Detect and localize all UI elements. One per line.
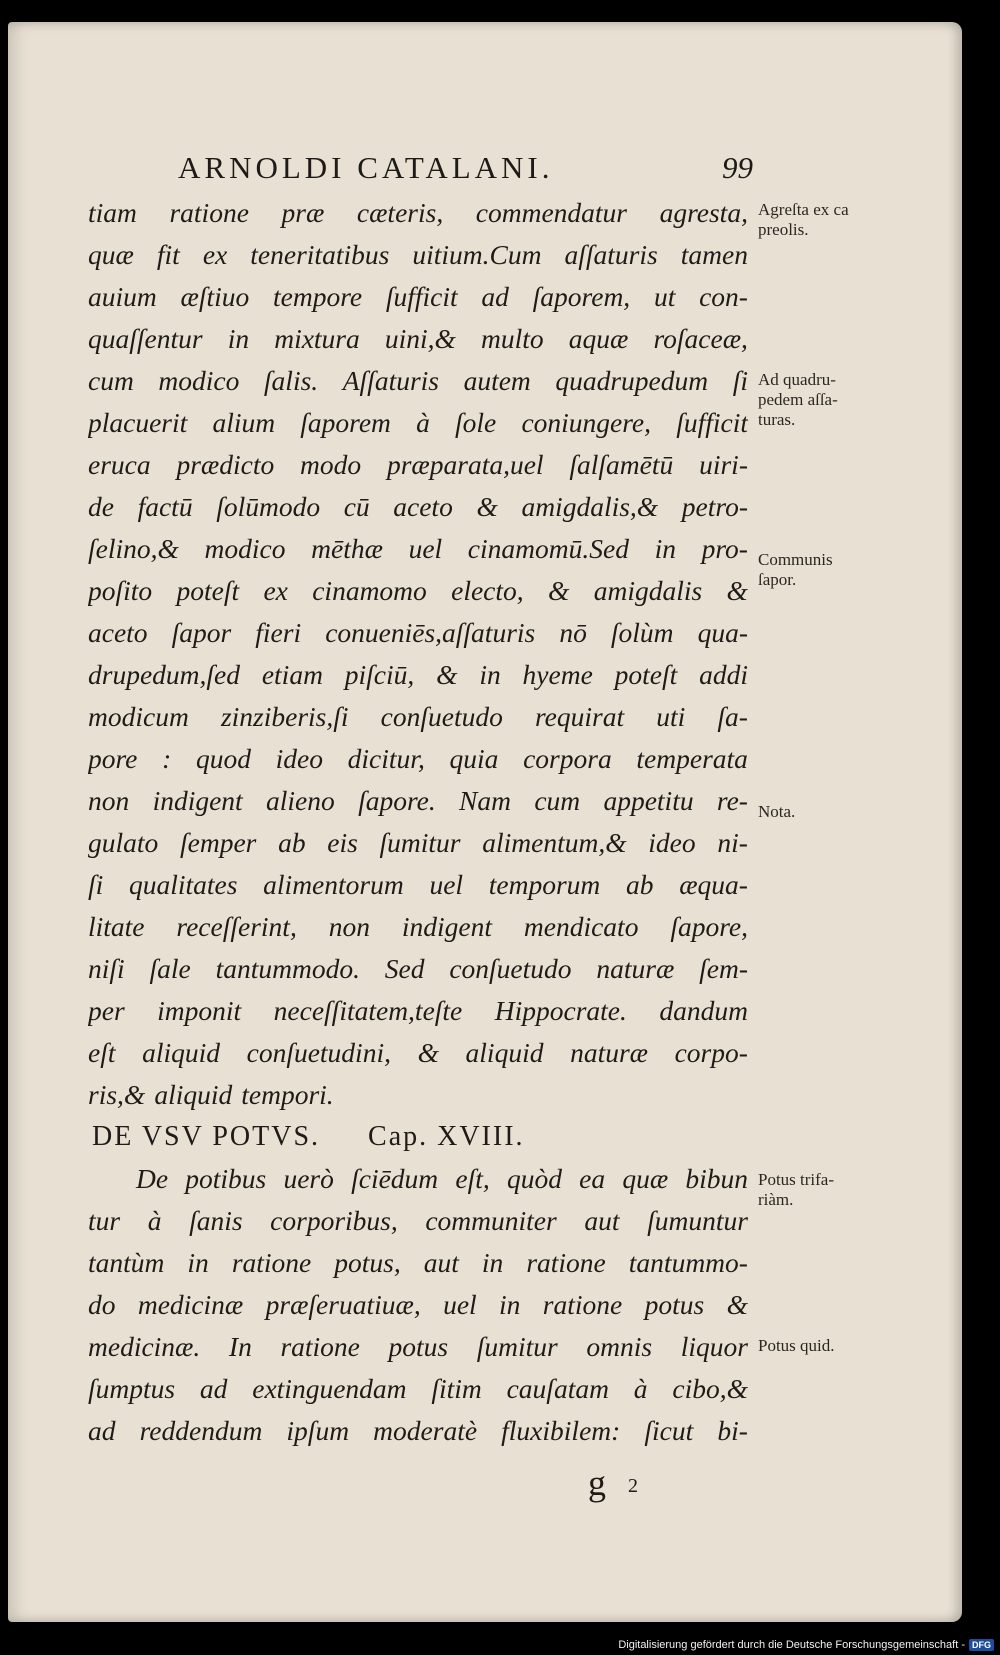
word: neceſſitatem,teſte — [273, 995, 463, 1026]
chapter-heading — [88, 1116, 748, 1158]
word: con- — [699, 281, 748, 312]
text-line — [88, 276, 748, 318]
margin-note-quadrupedem — [758, 370, 908, 430]
word: æqua- — [679, 869, 748, 900]
text-line — [88, 1368, 748, 1410]
word: ſale — [149, 953, 191, 984]
word: ex — [263, 575, 288, 606]
word: uerò — [283, 1163, 334, 1194]
word: modo — [300, 449, 362, 480]
word: uti — [656, 701, 686, 732]
word: naturæ — [570, 1037, 648, 1068]
word: in — [499, 1289, 521, 1320]
margin-note-line: Communis — [758, 550, 833, 569]
word: in — [479, 659, 501, 690]
word: placuerit — [88, 407, 188, 438]
word: zinziberis,ſi — [220, 701, 349, 732]
word: eſt, — [455, 1163, 490, 1194]
word: fieri — [255, 617, 302, 648]
word: potus, — [334, 1247, 401, 1278]
signature-number: 2 — [628, 1475, 638, 1498]
word: cum — [88, 365, 134, 396]
word: temperata — [636, 743, 748, 774]
word: pore — [88, 743, 138, 774]
text-line — [88, 864, 748, 906]
text-line — [88, 780, 748, 822]
word: ratione — [280, 1331, 360, 1362]
chapter-number: Cap. XVIII. — [368, 1121, 525, 1152]
word: ſalis. — [263, 365, 319, 396]
word: gulato — [88, 827, 159, 858]
word: ex — [202, 239, 228, 270]
word: tantummodo. — [215, 953, 360, 984]
word: & — [547, 575, 570, 606]
word: ſufficit — [385, 281, 458, 312]
word: de — [88, 491, 114, 522]
text-line — [88, 822, 748, 864]
word: agresta, — [659, 197, 748, 228]
word: omnis — [586, 1331, 653, 1362]
word: communiter — [425, 1205, 557, 1236]
word: à — [147, 1205, 162, 1236]
word: drupedum,ſed — [88, 659, 240, 690]
word: roſaceæ, — [653, 323, 748, 354]
word: multo — [481, 323, 544, 354]
text-line — [88, 360, 748, 402]
word: aquæ — [568, 323, 629, 354]
word: mixtura — [274, 323, 360, 354]
margin-note-line: Agreſta ex ca — [758, 200, 849, 219]
chapter-title: DE VSV POTVS. — [92, 1121, 321, 1152]
word: ad — [88, 1415, 116, 1446]
word: ratione — [542, 1289, 623, 1320]
text-line — [88, 444, 748, 486]
running-head-title: ARNOLDI CATALANI. — [178, 150, 554, 185]
footer-text: Digitalisierung gefördert durch die Deutsche Forschungsgemeinschaft - — [618, 1639, 965, 1651]
word: qua- — [697, 617, 748, 648]
word: æſtiuo — [180, 281, 250, 312]
word: & — [417, 1037, 439, 1068]
word: receſſerint, — [176, 911, 297, 942]
word: ſalſamētū — [569, 449, 674, 480]
word: & — [436, 659, 458, 690]
word: tur — [88, 1205, 121, 1236]
margin-note-line: Potus trifa- — [758, 1170, 835, 1189]
word: tempori. — [241, 1079, 334, 1110]
word: uel — [408, 533, 443, 564]
word: electo, — [451, 575, 524, 606]
word: ſapor — [171, 617, 232, 648]
word: ad — [481, 281, 509, 312]
margin-note-potus-trifariam — [758, 1170, 908, 1210]
text-line — [88, 1410, 748, 1452]
word: ſciēdum — [351, 1163, 439, 1194]
word: poteſt — [176, 575, 240, 606]
word: dicitur, — [347, 743, 425, 774]
word: auium — [88, 281, 157, 312]
word: conſuetudo — [380, 701, 503, 732]
word: Sed — [384, 953, 425, 984]
margin-note-communis — [758, 550, 908, 590]
word: alieno — [266, 785, 335, 816]
margin-note-potus-quid — [758, 1336, 908, 1356]
word: à — [416, 407, 430, 438]
word: Aſſaturis — [342, 365, 439, 396]
word: ſi — [88, 869, 104, 900]
word: pro- — [701, 533, 748, 564]
word: prædicto — [176, 449, 275, 480]
running-head — [178, 150, 753, 192]
word: tantummo- — [628, 1247, 748, 1278]
word: naturæ — [596, 953, 675, 984]
word: uel — [443, 1289, 477, 1320]
word: niſi — [88, 953, 125, 984]
text-line — [88, 318, 748, 360]
word: aſſaturis — [564, 239, 658, 270]
word: per — [88, 995, 125, 1026]
margin-note-line: Nota. — [758, 802, 796, 821]
word: re- — [716, 785, 748, 816]
word: modicum — [88, 701, 189, 732]
word: aliquid — [142, 1037, 221, 1068]
word: reddendum — [139, 1415, 263, 1446]
text-line — [88, 192, 748, 234]
word: ideo — [275, 743, 323, 774]
word: aceto — [393, 491, 453, 522]
word: ad — [199, 1373, 228, 1404]
word: ſapore, — [670, 911, 748, 942]
word: liquor — [680, 1331, 748, 1362]
word: indigent — [152, 785, 243, 816]
word: ſole — [455, 407, 497, 438]
word: uel — [429, 869, 464, 900]
word: quaſſentur — [88, 323, 203, 354]
margin-note-nota — [758, 802, 908, 822]
word: quadrupedum — [555, 365, 709, 396]
word: ſapore. — [358, 785, 436, 816]
word: quòd — [506, 1163, 562, 1194]
word: aut — [423, 1247, 459, 1278]
word: cinamomū.Sed — [467, 533, 629, 564]
word: ſem- — [699, 953, 748, 984]
word: : — [162, 743, 172, 774]
word: ſaporem, — [532, 281, 631, 312]
word: moderatè — [373, 1415, 478, 1446]
word: ſumuntur — [647, 1205, 748, 1236]
page-number: 99 — [722, 150, 753, 185]
word: à — [633, 1373, 648, 1404]
text-line — [88, 1158, 748, 1200]
word: ut — [653, 281, 676, 312]
word: dandum — [659, 995, 748, 1026]
word: piſciū, — [344, 659, 415, 690]
word: ſufficit — [676, 407, 748, 438]
word: uitium.Cum — [412, 239, 542, 270]
margin-note-line: Potus quid. — [758, 1336, 835, 1355]
word: aceto — [88, 617, 148, 648]
word: fluxibilem: — [501, 1415, 621, 1446]
word: addi — [699, 659, 748, 690]
word: indigent — [401, 911, 492, 942]
word: aliquid — [154, 1079, 233, 1110]
text-line — [88, 948, 748, 990]
word: uini,& — [384, 323, 456, 354]
word: ſitim — [431, 1373, 482, 1404]
word: coniungere, — [521, 407, 652, 438]
word: alimentum,& — [482, 827, 627, 858]
word: aliquid — [465, 1037, 544, 1068]
word: ab — [625, 869, 654, 900]
word: petro- — [681, 491, 748, 522]
word: In — [228, 1331, 252, 1362]
word: potibus — [185, 1163, 267, 1194]
text-line — [88, 1200, 748, 1242]
word: cum — [534, 785, 581, 816]
text-line — [88, 612, 748, 654]
text-line — [88, 486, 748, 528]
word: imponit — [157, 995, 242, 1026]
word: cinamomo — [312, 575, 427, 606]
word: & — [726, 1289, 748, 1320]
signature-mark — [588, 1462, 638, 1504]
word: poteſt — [614, 659, 678, 690]
word: amigdalis — [593, 575, 703, 606]
word: commendatur — [475, 197, 628, 228]
word: ſa- — [717, 701, 748, 732]
word: eſt — [88, 1037, 116, 1068]
word: præſeruatiuæ, — [265, 1289, 421, 1320]
word: ſicut — [644, 1415, 694, 1446]
word: ratione — [169, 197, 249, 228]
word: fit — [156, 239, 180, 270]
signature-letter: g — [588, 1463, 606, 1503]
word: ſumitur — [476, 1331, 558, 1362]
word: aut — [584, 1205, 620, 1236]
word: in — [481, 1247, 504, 1278]
word: ſolùm — [610, 617, 674, 648]
text-line — [88, 696, 748, 738]
word: qualitates — [128, 869, 238, 900]
text-line — [88, 1326, 748, 1368]
word: temporum — [488, 869, 601, 900]
word: cæteris, — [356, 197, 444, 228]
word: ſumitur — [379, 827, 461, 858]
word: ratione — [526, 1247, 606, 1278]
dfg-logo: DFG — [969, 1639, 994, 1651]
word: non — [88, 785, 130, 816]
text-line — [88, 528, 748, 570]
word: ſaporem — [300, 407, 391, 438]
word: modico — [158, 365, 240, 396]
word: eruca — [88, 449, 151, 480]
word: cauſatam — [506, 1373, 609, 1404]
word: ſumptus — [88, 1373, 176, 1404]
word: medicinæ. — [88, 1331, 201, 1362]
word: conſuetudini, — [246, 1037, 391, 1068]
text-line — [88, 1032, 748, 1074]
word: ſolūmodo — [216, 491, 321, 522]
text-line — [88, 738, 748, 780]
word: quæ — [88, 239, 134, 270]
word: requirat — [535, 701, 625, 732]
word: poſito — [88, 575, 153, 606]
word: etiam — [261, 659, 323, 690]
margin-note-line: preolis. — [758, 220, 809, 239]
word: uiri- — [699, 449, 748, 480]
text-line — [88, 402, 748, 444]
word: cū — [343, 491, 370, 522]
word: Nam — [459, 785, 511, 816]
word: teneritatibus — [250, 239, 390, 270]
word: ab — [278, 827, 306, 858]
word: conſuetudo — [449, 953, 572, 984]
word: quia — [449, 743, 499, 774]
word: corporibus, — [270, 1205, 398, 1236]
text-line — [88, 570, 748, 612]
word: quæ — [622, 1163, 669, 1194]
margin-note-line: riàm. — [758, 1190, 794, 1209]
word: mēthæ — [311, 533, 383, 564]
word: tantùm — [88, 1247, 165, 1278]
word: hyeme — [522, 659, 593, 690]
word: in — [227, 323, 250, 354]
word: conueniēs,aſſaturis — [325, 617, 536, 648]
text-line — [88, 654, 748, 696]
word: non — [328, 911, 370, 942]
word: eis — [327, 827, 358, 858]
word: præparata,uel — [386, 449, 544, 480]
word: tamen — [680, 239, 748, 270]
word: corpo- — [674, 1037, 748, 1068]
word: alium — [212, 407, 276, 438]
text-line — [88, 1074, 748, 1116]
word: modico — [204, 533, 286, 564]
word: corpora — [523, 743, 612, 774]
word: autem — [463, 365, 531, 396]
word: medicinæ — [137, 1289, 244, 1320]
word: potus — [644, 1289, 705, 1320]
word: alimentorum — [263, 869, 404, 900]
word: ris,& — [88, 1079, 146, 1110]
word: tiam — [88, 197, 137, 228]
book-page — [8, 22, 962, 1622]
word: ni- — [717, 827, 748, 858]
word: appetitu — [603, 785, 694, 816]
word: bibun — [685, 1163, 748, 1194]
word: litate — [88, 911, 145, 942]
word: in — [654, 533, 676, 564]
margin-note-agresta — [758, 200, 908, 240]
word: quod — [195, 743, 251, 774]
word: Hippocrate. — [494, 995, 627, 1026]
margin-note-line: Ad quadru- — [758, 370, 836, 389]
word: in — [187, 1247, 209, 1278]
word: factū — [137, 491, 193, 522]
text-line — [88, 1242, 748, 1284]
main-text — [88, 192, 748, 1452]
margin-note-line: ſapor. — [758, 570, 797, 589]
word: ſelino,& — [88, 533, 179, 564]
margin-note-line: turas. — [758, 410, 796, 429]
word: mendicato — [523, 911, 639, 942]
word: & — [476, 491, 498, 522]
word: cibo,& — [672, 1373, 748, 1404]
word: amigdalis,& — [521, 491, 659, 522]
word: ipſum — [286, 1415, 350, 1446]
digitization-footer — [618, 1639, 994, 1651]
word: potus — [388, 1331, 449, 1362]
margin-note-line: pedem aſſa- — [758, 390, 838, 409]
text-line — [88, 234, 748, 276]
word: tempore — [273, 281, 363, 312]
word: ſanis — [189, 1205, 243, 1236]
word: De — [136, 1163, 169, 1194]
word: præ — [281, 197, 325, 228]
word: bi- — [717, 1415, 748, 1446]
word: ideo — [648, 827, 696, 858]
word: ſemper — [179, 827, 257, 858]
word: & — [726, 575, 748, 606]
text-line — [88, 990, 748, 1032]
word: nō — [559, 617, 587, 648]
word: ea — [579, 1163, 606, 1194]
text-line — [88, 906, 748, 948]
word: do — [88, 1289, 116, 1320]
word: ratione — [231, 1247, 312, 1278]
text-line — [88, 1284, 748, 1326]
word: extinguendam — [252, 1373, 407, 1404]
word: ſi — [732, 365, 748, 396]
